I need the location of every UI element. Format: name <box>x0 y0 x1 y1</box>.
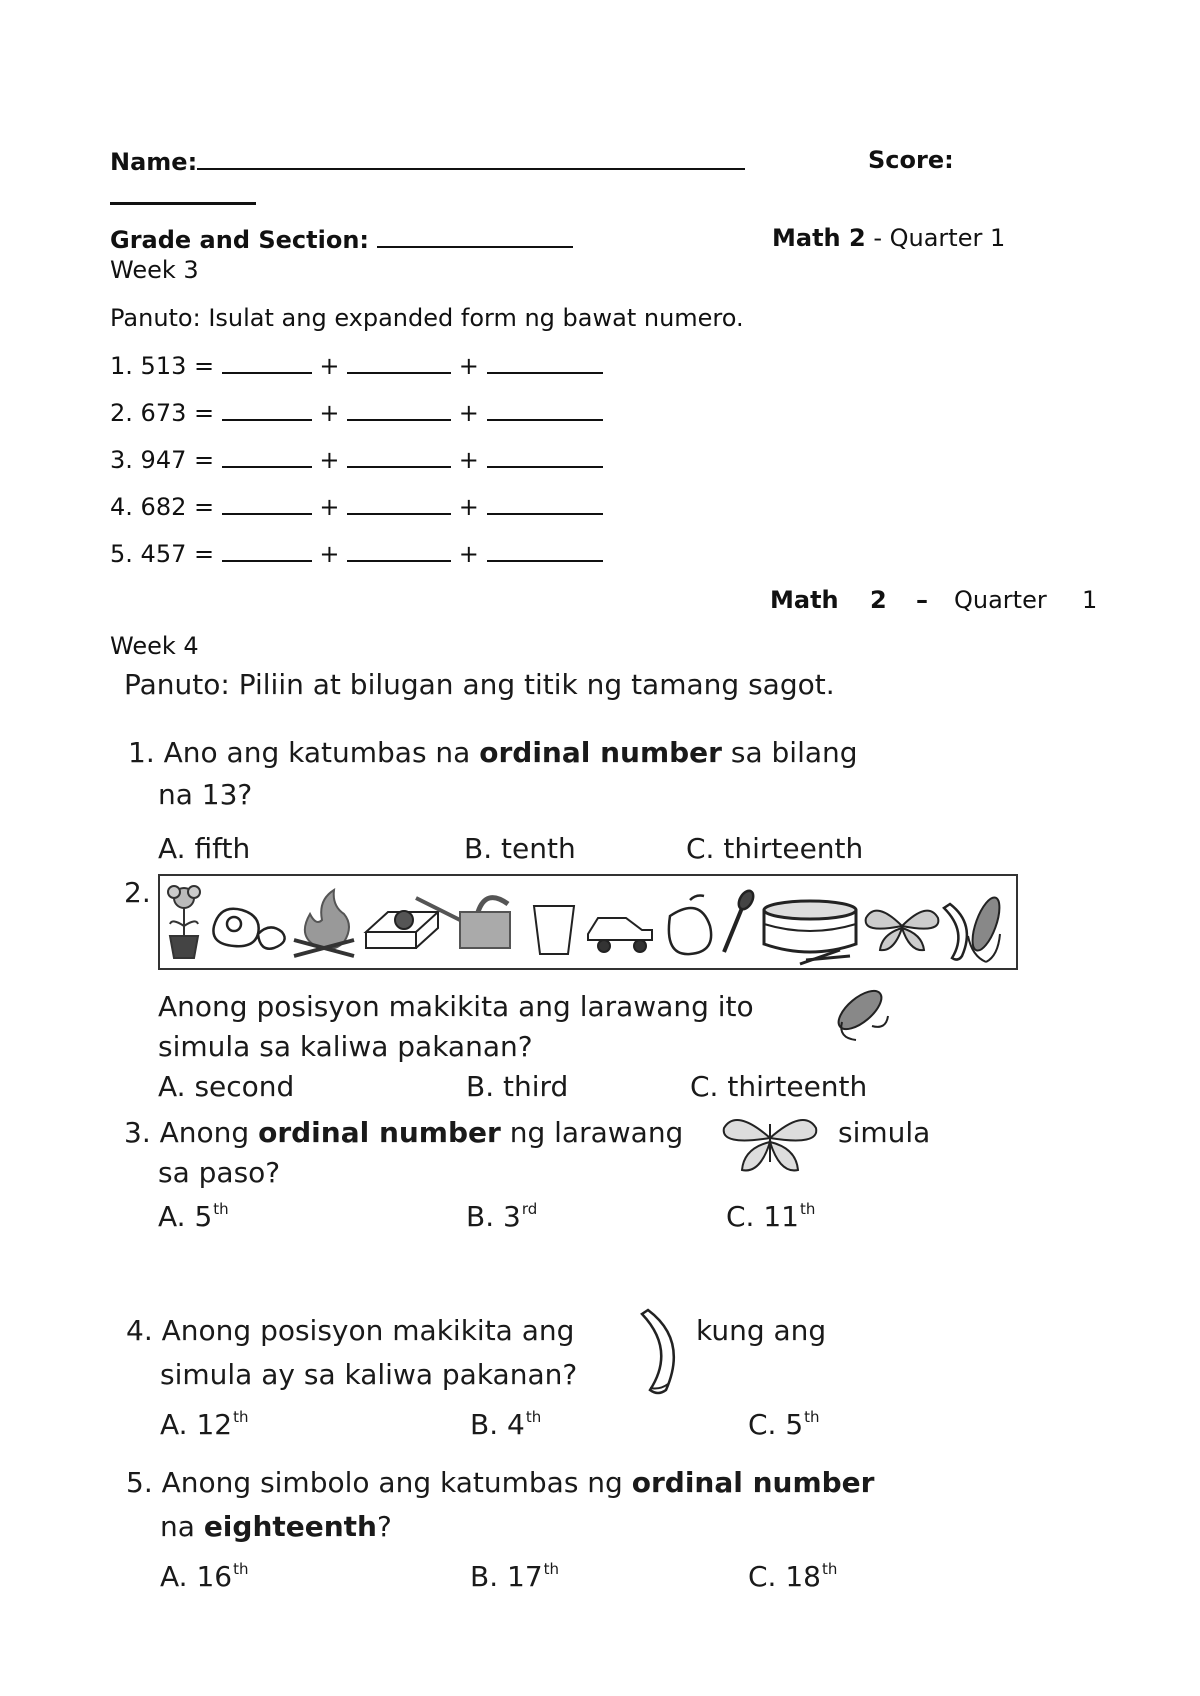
q3-c-text: C. 11 <box>726 1200 799 1233</box>
q5-line2-bold: eighteenth <box>203 1510 377 1543</box>
drum-icon <box>764 901 856 964</box>
plus-sign: + <box>458 446 479 474</box>
meat-icon <box>213 909 284 949</box>
q2-option-b[interactable]: B. third <box>466 1070 569 1103</box>
q5-line2 <box>160 1510 392 1543</box>
q3-option-a[interactable] <box>158 1200 229 1233</box>
picture-sequence-box <box>158 874 1018 970</box>
plus-sign: + <box>319 352 340 380</box>
butterfly-icon <box>866 911 939 951</box>
q4-option-c[interactable] <box>748 1408 820 1441</box>
answer-blank[interactable] <box>222 444 312 468</box>
plus-sign: + <box>458 399 479 427</box>
q5-b-sup: th <box>543 1560 560 1578</box>
item-value: 673 = <box>140 399 215 427</box>
grade-blank[interactable] <box>377 224 573 248</box>
answer-blank[interactable] <box>222 538 312 562</box>
q2-option-c[interactable]: C. thirteenth <box>690 1070 868 1103</box>
q2-option-a[interactable]: A. second <box>158 1070 295 1103</box>
q4-option-a[interactable] <box>160 1408 248 1441</box>
subject-quarter: - Quarter 1 <box>865 224 1006 252</box>
mango-icon <box>669 896 711 955</box>
q2-line1: Anong posisyon makikita ang larawang ito <box>158 990 754 1023</box>
q4-option-b[interactable] <box>470 1408 541 1441</box>
answer-blank[interactable] <box>347 491 451 515</box>
plus-sign: + <box>319 493 340 521</box>
cup-icon <box>534 906 574 954</box>
q1-text-end: sa bilang <box>721 736 858 769</box>
banana-icon <box>944 904 967 960</box>
q3-text-end: ng larawang <box>500 1116 684 1149</box>
item-number: 5. <box>110 540 133 568</box>
q5-text: 5. Anong simbolo ang katumbas ng <box>126 1466 632 1499</box>
watering-can-icon <box>416 898 510 948</box>
score-label: Score: <box>868 146 954 174</box>
week-3-label: Week 3 <box>110 256 199 284</box>
expanded-item <box>110 350 603 380</box>
answer-blank[interactable] <box>487 350 603 374</box>
q1-option-c[interactable]: C. thirteenth <box>686 832 864 865</box>
q5-c-sup: th <box>821 1560 838 1578</box>
q5-line2-post: ? <box>377 1510 392 1543</box>
part1-instruction: Panuto: Isulat ang expanded form ng bawat numero. <box>110 304 744 332</box>
q5-option-c[interactable] <box>748 1560 837 1593</box>
part2-instruction: Panuto: Piliin at bilugan ang titik ng tamang sagot. <box>124 668 835 701</box>
score-blank[interactable] <box>110 180 256 205</box>
q1-text: 1. Ano ang katumbas na <box>128 736 480 769</box>
q5-a-sup: th <box>233 1560 249 1578</box>
subject-heading <box>772 224 1005 252</box>
q5-c-text: C. 18 <box>748 1560 821 1593</box>
q4-a-text: A. 12 <box>160 1408 233 1441</box>
question-1 <box>128 736 858 769</box>
subject-bold: Math 2 <box>772 224 866 252</box>
q3-line2: sa paso? <box>158 1156 281 1189</box>
q3-option-b[interactable] <box>466 1200 537 1233</box>
item-number: 3. <box>110 446 133 474</box>
item-value: 682 = <box>140 493 215 521</box>
q4-line2: simula ay sa kaliwa pakanan? <box>160 1358 578 1391</box>
q2-number: 2. <box>124 876 151 909</box>
plus-sign: + <box>319 540 340 568</box>
corn-icon <box>820 982 902 1042</box>
expanded-item <box>110 444 603 474</box>
answer-blank[interactable] <box>347 397 451 421</box>
plus-sign: + <box>458 493 479 521</box>
q3-option-c[interactable] <box>726 1200 815 1233</box>
quarter-number: 1 <box>1082 586 1098 614</box>
q1-line2: na 13? <box>158 778 253 811</box>
item-value: 947 = <box>140 446 215 474</box>
sewing-box-icon <box>366 911 438 948</box>
answer-blank[interactable] <box>487 491 603 515</box>
plus-sign: + <box>319 399 340 427</box>
grade-number: 2 <box>870 586 887 614</box>
plus-sign: + <box>458 540 479 568</box>
butterfly-icon <box>720 1106 820 1176</box>
expanded-item <box>110 538 603 568</box>
question-3 <box>124 1116 683 1149</box>
plus-sign: + <box>319 446 340 474</box>
corn-icon <box>967 894 1005 962</box>
q1-bold: ordinal number <box>479 736 722 769</box>
q3-c-sup: th <box>799 1200 816 1218</box>
answer-blank[interactable] <box>222 350 312 374</box>
q5-bold: ordinal number <box>631 1466 875 1499</box>
week-4-label: Week 4 <box>110 632 199 660</box>
flower-pot-icon <box>168 886 200 958</box>
name-label: Name: <box>110 148 198 176</box>
q3-text: 3. Anong <box>124 1116 259 1149</box>
q3-a-text: A. 5 <box>158 1200 213 1233</box>
grade-field <box>110 224 573 254</box>
q3-b-text: B. 3 <box>466 1200 521 1233</box>
answer-blank[interactable] <box>347 444 451 468</box>
item-number: 4. <box>110 493 133 521</box>
banana-icon <box>628 1304 684 1396</box>
answer-blank[interactable] <box>487 538 603 562</box>
q2-line2: simula sa kaliwa pakanan? <box>158 1030 533 1063</box>
answer-blank[interactable] <box>222 397 312 421</box>
campfire-icon <box>294 890 354 956</box>
answer-blank[interactable] <box>222 491 312 515</box>
q5-option-a[interactable] <box>160 1560 248 1593</box>
dash: – <box>916 586 928 614</box>
answer-blank[interactable] <box>347 538 451 562</box>
item-value: 513 = <box>140 352 215 380</box>
name-blank[interactable] <box>197 146 745 170</box>
q4-b-sup: th <box>525 1408 542 1426</box>
q4-c-sup: th <box>804 1408 820 1426</box>
question-5 <box>126 1466 874 1499</box>
item-value: 457 = <box>140 540 215 568</box>
q3-a-sup: th <box>213 1200 229 1218</box>
q5-b-text: B. 17 <box>470 1560 543 1593</box>
name-field <box>110 146 745 176</box>
answer-blank[interactable] <box>487 397 603 421</box>
item-number: 2. <box>110 399 133 427</box>
quarter-word: Quarter <box>954 586 1047 614</box>
plus-sign: + <box>458 352 479 380</box>
q4-after: kung ang <box>696 1314 827 1347</box>
q5-a-text: A. 16 <box>160 1560 233 1593</box>
q4-b-text: B. 4 <box>470 1408 525 1441</box>
q3-bold: ordinal number <box>258 1116 501 1149</box>
expanded-item <box>110 491 603 521</box>
grade-label: Grade and Section: <box>110 226 370 254</box>
q5-option-b[interactable] <box>470 1560 559 1593</box>
math-word: Math <box>770 586 839 614</box>
spoon-icon <box>724 888 756 952</box>
q4-a-sup: th <box>233 1408 249 1426</box>
question-4: 4. Anong posisyon makikita ang <box>126 1314 575 1347</box>
item-number: 1. <box>110 352 133 380</box>
q3-after: simula <box>838 1116 931 1149</box>
answer-blank[interactable] <box>347 350 451 374</box>
toy-car-icon <box>588 918 652 952</box>
q3-b-sup: rd <box>521 1200 538 1218</box>
q4-c-text: C. 5 <box>748 1408 804 1441</box>
q1-option-a[interactable]: A. fifth <box>158 832 251 865</box>
q1-option-b[interactable]: B. tenth <box>464 832 576 865</box>
answer-blank[interactable] <box>487 444 603 468</box>
q5-line2-pre: na <box>160 1510 204 1543</box>
expanded-item <box>110 397 603 427</box>
